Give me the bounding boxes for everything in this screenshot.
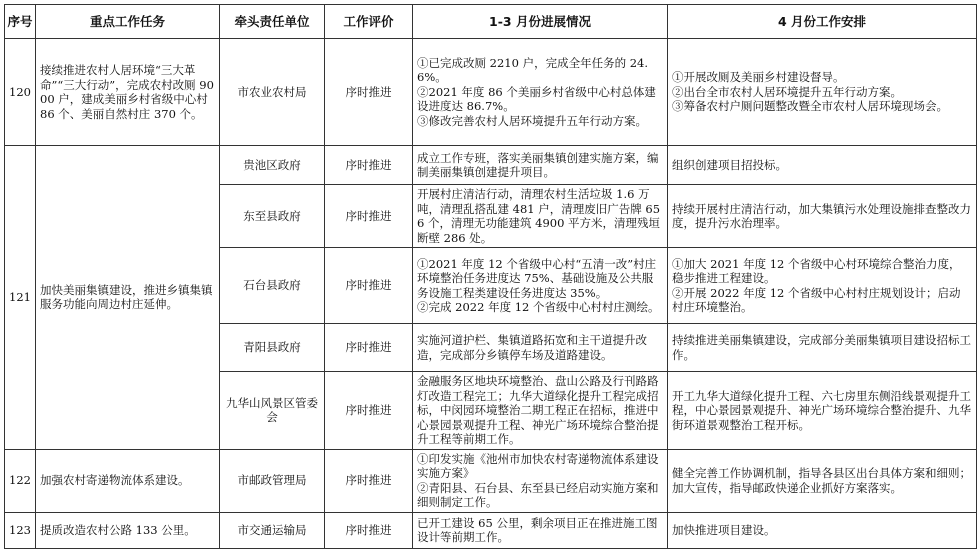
row-eval: 序时推进 bbox=[325, 449, 413, 512]
row-plan bbox=[668, 372, 977, 450]
row-task: 加快美丽集镇建设，推进乡镇集镇服务功能向周边村庄延伸。 bbox=[36, 146, 220, 450]
row-task: 提质改造农村公路 133 公里。 bbox=[36, 512, 220, 548]
table-row bbox=[5, 512, 977, 548]
row-unit: 市农业农村局 bbox=[220, 39, 325, 146]
row-plan bbox=[668, 39, 977, 146]
table-row bbox=[5, 146, 977, 185]
row-eval: 序时推进 bbox=[325, 146, 413, 185]
progress-line: ①2021 年度 12 个省级中心村“五清一改”村庄环境整治任务进度达 75%、基础设施及公共服务设施工程类建设任务进度达 35%。 bbox=[417, 256, 657, 300]
row-progress bbox=[413, 185, 668, 248]
plan-line: ①加大 2021 年度 12 个省级中心村环境综合整治力度，稳步推进工程建设。 bbox=[672, 256, 961, 285]
row-unit: 九华山风景区管委会 bbox=[220, 372, 325, 450]
header-task: 重点工作任务 bbox=[36, 5, 220, 39]
row-unit: 市交通运输局 bbox=[220, 512, 325, 548]
row-task: 接续推进农村人居环境“三大革命”“三大行动”，完成农村改厕 9000 户，建成美丽乡村省级中心村 86 个、美丽自然村庄 370 个。 bbox=[36, 39, 220, 146]
row-seq: 123 bbox=[5, 512, 36, 548]
header-eval: 工作评价 bbox=[325, 5, 413, 39]
progress-line: 实施河道护栏、集镇道路拓宽和主干道提升改造，完成部分乡镇停车场及道路建设。 bbox=[417, 333, 647, 362]
row-progress bbox=[413, 146, 668, 185]
row-plan bbox=[668, 449, 977, 512]
row-plan bbox=[668, 185, 977, 248]
progress-line: ①印发实施《池州市加快农村寄递物流体系建设实施方案》 bbox=[417, 451, 659, 480]
progress-line: 成立工作专班，落实美丽集镇创建实施方案，编制美丽集镇创建提升项目。 bbox=[417, 150, 659, 179]
row-progress bbox=[413, 39, 668, 146]
row-eval: 序时推进 bbox=[325, 324, 413, 372]
progress-line: 金融服务区地块环境整治、盘山公路及行刊路路灯改造工程完工；九华大道绿化提升工程完成招标，中闵园环境整治二期工程正在招标，推进中心景园景观提升工程、神光广场环境综合整治提升工程等前期工作。 bbox=[417, 374, 659, 446]
progress-line: ①已完成改厕 2210 户，完成全年任务的 24.6%。 bbox=[417, 55, 649, 85]
header-progress: 1-3 月份进展情况 bbox=[413, 5, 668, 39]
row-unit: 石台县政府 bbox=[220, 248, 325, 324]
row-eval: 序时推进 bbox=[325, 512, 413, 548]
row-unit: 青阳县政府 bbox=[220, 324, 325, 372]
progress-line: 已开工建设 65 公里，剩余项目正在推进施工图设计等前期工作。 bbox=[417, 515, 658, 544]
plan-line: 加快推进项目建设。 bbox=[672, 522, 776, 537]
row-task: 加强农村寄递物流体系建设。 bbox=[36, 449, 220, 512]
row-seq: 120 bbox=[5, 39, 36, 146]
row-unit: 贵池区政府 bbox=[220, 146, 325, 185]
row-progress bbox=[413, 372, 668, 450]
row-plan bbox=[668, 146, 977, 185]
plan-line: 持续推进美丽集镇建设，完成部分美丽集镇项目建设招标工作。 bbox=[672, 333, 971, 362]
header-plan: 4 月份工作安排 bbox=[668, 5, 977, 39]
plan-line: 组织创建项目招投标。 bbox=[672, 157, 787, 172]
header-row bbox=[5, 5, 977, 39]
plan-line: ②出台全市农村人居环境提升五年行动方案。 bbox=[672, 84, 902, 99]
row-unit: 东至县政府 bbox=[220, 185, 325, 248]
row-unit: 市邮政管理局 bbox=[220, 449, 325, 512]
plan-line: 持续开展村庄清洁行动，加大集镇污水处理设施排查整改力度，提升污水治理率。 bbox=[672, 201, 971, 230]
progress-line: ②完成 2022 年度 12 个省级中心村村庄测绘。 bbox=[417, 300, 660, 314]
progress-line: ③修改完善农村人居环境提升五年行动方案。 bbox=[417, 113, 647, 128]
progress-line: ②2021 年度 86 个美丽乡村省级中心村总体建设进度达 86.7%。 bbox=[417, 84, 656, 114]
row-progress bbox=[413, 449, 668, 512]
row-eval: 序时推进 bbox=[325, 185, 413, 248]
plan-line: ③筹备农村户厕问题整改暨全市农村人居环境现场会。 bbox=[672, 99, 948, 114]
plan-line: 开工九华大道绿化提升工程、六七房里东侧沿线景观提升工程，中心景园景观提升、神光广场环境综合整治提升、九华街环道景观整治工程开标。 bbox=[672, 388, 971, 432]
plan-line: ②开展 2022 年度 12 个省级中心村村庄规划设计；启动村庄环境整治。 bbox=[672, 285, 961, 314]
row-eval: 序时推进 bbox=[325, 39, 413, 146]
table-row bbox=[5, 449, 977, 512]
header-seq: 序号 bbox=[5, 5, 36, 39]
row-eval: 序时推进 bbox=[325, 248, 413, 324]
progress-line: 开展村庄清洁行动，清理农村生活垃圾 1.6 万吨，清理乱搭乱建 481 户，清理废旧广告牌 656 个，清理无功能建筑 4900 平方米，清理残垣断壁 286 处。 bbox=[417, 187, 661, 245]
row-plan bbox=[668, 324, 977, 372]
row-progress bbox=[413, 512, 668, 548]
progress-line: ②青阳县、石台县、东至县已经启动实施方案和细则制定工作。 bbox=[417, 480, 659, 509]
plan-line: ①开展改厕及美丽乡村建设督导。 bbox=[672, 70, 845, 85]
row-progress bbox=[413, 324, 668, 372]
table-row bbox=[5, 39, 977, 146]
header-unit: 牵头责任单位 bbox=[220, 5, 325, 39]
row-eval: 序时推进 bbox=[325, 372, 413, 450]
row-plan bbox=[668, 248, 977, 324]
row-progress bbox=[413, 248, 668, 324]
row-seq: 121 bbox=[5, 146, 36, 450]
work-progress-table bbox=[4, 4, 977, 549]
row-seq: 122 bbox=[5, 449, 36, 512]
row-plan bbox=[668, 512, 977, 548]
plan-line: 健全完善工作协调机制，指导各县区出台具体方案和细则；加大宣传，指导邮政快递企业抓好方案落实。 bbox=[672, 466, 971, 495]
